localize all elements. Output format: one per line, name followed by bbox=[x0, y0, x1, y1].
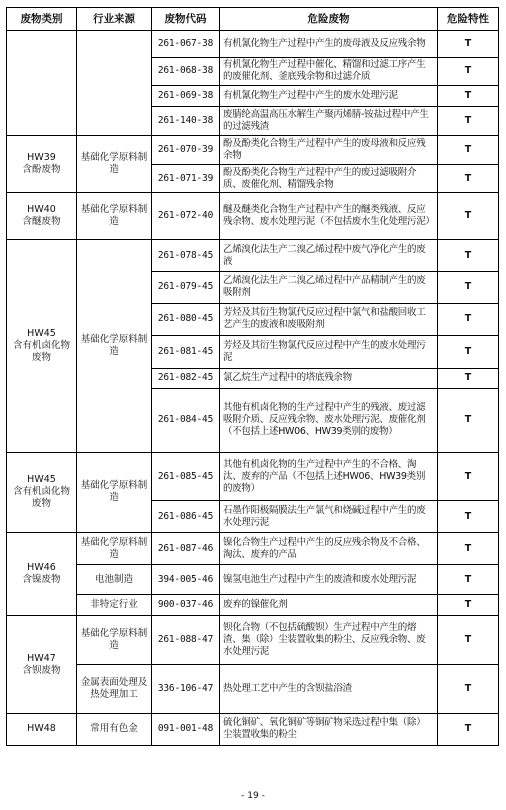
hazard-property: T bbox=[438, 501, 499, 533]
waste-code: 261-071-39 bbox=[152, 164, 220, 193]
waste-category bbox=[7, 136, 77, 193]
category-code: HW45 bbox=[27, 327, 56, 339]
hazard-property: T bbox=[438, 533, 499, 565]
waste-code: 261-088-47 bbox=[152, 616, 220, 665]
hazard-property: T bbox=[438, 31, 499, 58]
industry-source: 基础化学原料制造 bbox=[77, 616, 152, 665]
hazard-property: T bbox=[438, 107, 499, 136]
table-row bbox=[7, 594, 499, 615]
waste-code: 261-079-45 bbox=[152, 272, 220, 304]
category-name: 含醚废物 bbox=[22, 216, 61, 228]
hazard-property: T bbox=[438, 565, 499, 595]
waste-description: 醚及醚类化合物生产过程中产生的醚类残液、反应残余物、废水处理污泥（不包括废水生化处理污泥） bbox=[220, 193, 438, 240]
industry-cell-empty bbox=[77, 31, 152, 136]
table-row bbox=[7, 565, 499, 595]
waste-description: 酚及酚类化合物生产过程中产生的废母液和反应残余物 bbox=[220, 136, 438, 165]
industry-source: 基础化学原料制造 bbox=[77, 452, 152, 533]
waste-description: 有机氰化物生产过程中产生的废水处理污泥 bbox=[220, 86, 438, 107]
hazardous-waste-table bbox=[6, 7, 499, 746]
waste-code: 261-070-39 bbox=[152, 136, 220, 165]
table-row bbox=[7, 713, 499, 745]
hazard-property: T bbox=[438, 303, 499, 335]
table-row bbox=[7, 136, 499, 165]
waste-code: 261-080-45 bbox=[152, 303, 220, 335]
waste-description: 酚及酚类化合物生产过程中产生的废过滤吸附介质、废催化剂、精馏残余物 bbox=[220, 164, 438, 193]
hazard-property: T bbox=[438, 616, 499, 665]
hazard-property: T bbox=[438, 335, 499, 368]
table-row bbox=[7, 240, 499, 272]
category-code: HW47 bbox=[27, 652, 56, 664]
waste-code: 261-084-45 bbox=[152, 388, 220, 452]
waste-code: 394-005-46 bbox=[152, 565, 220, 595]
table-row bbox=[7, 665, 499, 714]
industry-source: 电池制造 bbox=[77, 565, 152, 595]
industry-source: 常用有色金 bbox=[77, 713, 152, 745]
category-code: HW40 bbox=[27, 204, 56, 216]
industry-source: 基础化学原料制造 bbox=[77, 136, 152, 193]
header-waste-category: 废物类别 bbox=[7, 8, 77, 31]
waste-description: 石墨作阳极隔膜法生产氯气和烧碱过程中产生的废水处理污泥 bbox=[220, 501, 438, 533]
hazard-property: T bbox=[438, 388, 499, 452]
hazard-property: T bbox=[438, 240, 499, 272]
category-name: 含钡废物 bbox=[22, 664, 61, 676]
industry-source: 金属表面处理及热处理加工 bbox=[77, 665, 152, 714]
header-industry-source: 行业来源 bbox=[77, 8, 152, 31]
waste-description: 其他有机卤化物的生产过程中产生的不合格、淘汰、废弃的产品（不包括上述HW06、HW39类别的废物） bbox=[220, 452, 438, 501]
hazard-property: T bbox=[438, 193, 499, 240]
category-name: 含镍废物 bbox=[22, 574, 61, 586]
hazard-property: T bbox=[438, 272, 499, 304]
page-number: - 19 - bbox=[241, 791, 265, 801]
category-code: HW46 bbox=[27, 562, 56, 574]
hazard-property: T bbox=[438, 713, 499, 745]
waste-category bbox=[7, 240, 77, 452]
waste-category bbox=[7, 193, 77, 240]
waste-code: 261-068-38 bbox=[152, 57, 220, 86]
waste-description: 废弃的镍催化剂 bbox=[220, 594, 438, 615]
hazard-property: T bbox=[438, 164, 499, 193]
table-row bbox=[7, 616, 499, 665]
industry-source: 基础化学原料制造 bbox=[77, 240, 152, 452]
waste-code: 261-085-45 bbox=[152, 452, 220, 501]
waste-code: 261-081-45 bbox=[152, 335, 220, 368]
waste-description: 芳烃及其衍生物氯代反应过程中产生的废水处理污泥 bbox=[220, 335, 438, 368]
waste-description: 热处理工艺中产生的含钡盐浴渣 bbox=[220, 665, 438, 714]
waste-description: 乙烯溴化法生产二溴乙烯过程中废气净化产生的废液 bbox=[220, 240, 438, 272]
table-header bbox=[7, 8, 499, 31]
waste-category bbox=[7, 533, 77, 616]
waste-code: 261-072-40 bbox=[152, 193, 220, 240]
waste-code: 261-087-46 bbox=[152, 533, 220, 565]
category-name: 含有机卤化物废物 bbox=[12, 486, 70, 510]
waste-code: 336-106-47 bbox=[152, 665, 220, 714]
table-row bbox=[7, 31, 499, 58]
waste-description: 废腈纶高温高压水解生产聚丙烯腈-铵盐过程中产生的过滤残渣 bbox=[220, 107, 438, 136]
waste-code: 091-001-48 bbox=[152, 713, 220, 745]
hazard-property: T bbox=[438, 452, 499, 501]
hazard-property: T bbox=[438, 594, 499, 615]
hazard-property: T bbox=[438, 368, 499, 388]
waste-category bbox=[7, 452, 77, 533]
category-code: HW48 bbox=[27, 723, 56, 735]
waste-code: 261-086-45 bbox=[152, 501, 220, 533]
category-name: 含有机卤化物废物 bbox=[12, 339, 70, 363]
waste-code: 900-037-46 bbox=[152, 594, 220, 615]
header-waste-code: 废物代码 bbox=[152, 8, 220, 31]
waste-description: 氯乙烷生产过程中的塔底残余物 bbox=[220, 368, 438, 388]
header-hazard-property: 危险特性 bbox=[438, 8, 499, 31]
waste-description: 有机氰化物生产过程中催化、精馏和过滤工序产生的废催化剂、釜底残余物和过滤介质 bbox=[220, 57, 438, 86]
table-row bbox=[7, 533, 499, 565]
category-cell-empty bbox=[7, 31, 77, 136]
hazard-property: T bbox=[438, 665, 499, 714]
waste-description: 乙烯溴化法生产二溴乙烯过程中产品精制产生的废吸附剂 bbox=[220, 272, 438, 304]
waste-code: 261-078-45 bbox=[152, 240, 220, 272]
waste-category bbox=[7, 713, 77, 745]
waste-description: 其他有机卤化物的生产过程中产生的残液、废过滤吸附介质、反应残余物、废水处理污泥、废催化剂（不包括上述HW06、HW39类别的废物） bbox=[220, 388, 438, 452]
industry-source: 非特定行业 bbox=[77, 594, 152, 615]
table-row bbox=[7, 193, 499, 240]
hazard-property: T bbox=[438, 86, 499, 107]
waste-description: 镍化合物生产过程中产生的反应残余物及不合格、淘汰、废弃的产品 bbox=[220, 533, 438, 565]
waste-description: 芳烃及其衍生物氯代反应过程中氯气和盐酸回收工艺产生的废液和废吸附剂 bbox=[220, 303, 438, 335]
header-hazardous-waste: 危险废物 bbox=[220, 8, 438, 31]
waste-description: 钡化合物（不包括硫酸钡）生产过程中产生的熔渣、集（除）尘装置收集的粉尘、反应残余物、废水处理污泥 bbox=[220, 616, 438, 665]
waste-category bbox=[7, 616, 77, 714]
waste-description: 硫化铜矿、氧化铜矿等铜矿物采选过程中集（除）尘装置收集的粉尘 bbox=[220, 713, 438, 745]
category-name: 含酚废物 bbox=[22, 164, 61, 176]
hazard-property: T bbox=[438, 57, 499, 86]
waste-description: 有机氰化物生产过程中产生的废母液及反应残余物 bbox=[220, 31, 438, 58]
waste-code: 261-140-38 bbox=[152, 107, 220, 136]
industry-source: 基础化学原料制造 bbox=[77, 193, 152, 240]
waste-description: 镍氢电池生产过程中产生的废渣和废水处理污泥 bbox=[220, 565, 438, 595]
waste-code: 261-082-45 bbox=[152, 368, 220, 388]
category-code: HW39 bbox=[27, 152, 56, 164]
industry-source: 基础化学原料制造 bbox=[77, 533, 152, 565]
waste-code: 261-067-38 bbox=[152, 31, 220, 58]
waste-code: 261-069-38 bbox=[152, 86, 220, 107]
hazard-property: T bbox=[438, 136, 499, 165]
table-row bbox=[7, 452, 499, 501]
category-code: HW45 bbox=[27, 474, 56, 486]
